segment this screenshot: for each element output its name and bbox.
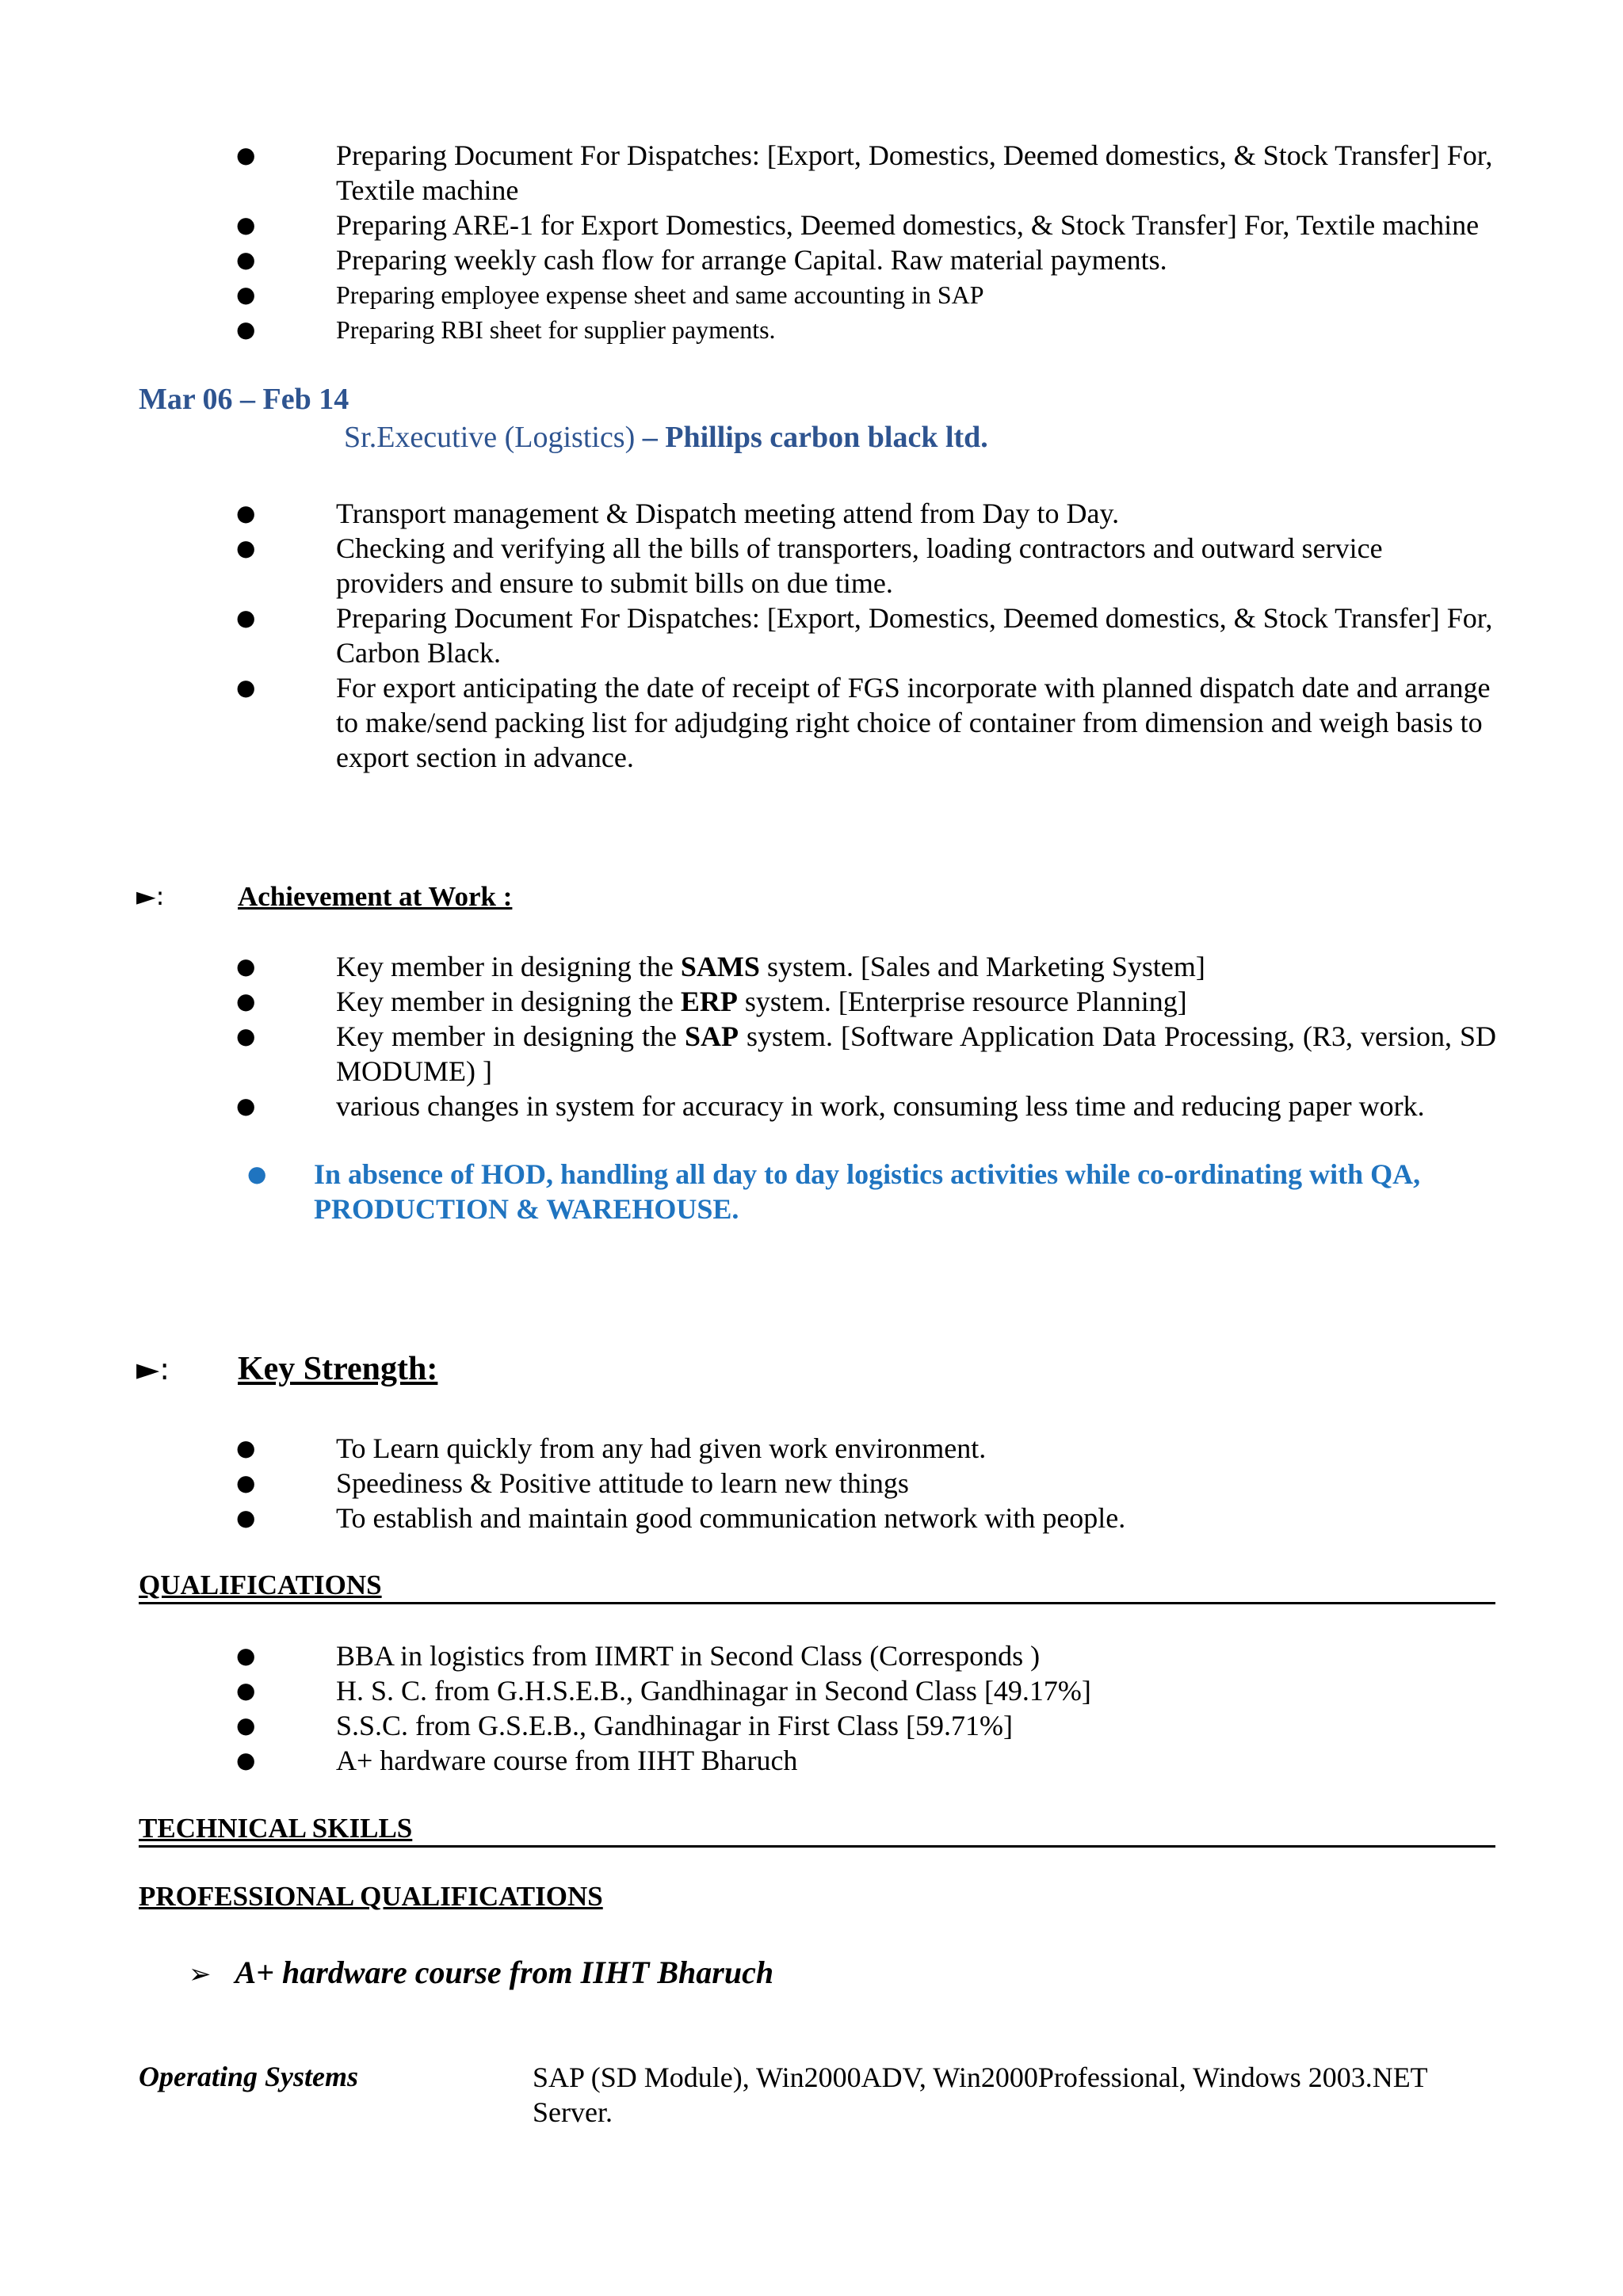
bullet-icon: ●	[236, 674, 256, 700]
bullet-icon: ●	[236, 1505, 256, 1531]
list-item: ● S.S.C. from G.S.E.B., Gandhinagar in First Class [59.71%]	[236, 1710, 1013, 1741]
list-item: ● Key member in designing the ERP system. [Enterprise resource Planning]	[236, 986, 1187, 1017]
professional-qualifications-heading: PROFESSIONAL QUALIFICATIONS	[139, 1881, 603, 1912]
arrow-bullet-icon: ➢	[189, 1958, 212, 1990]
list-item: ● Speediness & Positive attitude to learn new things	[236, 1467, 909, 1499]
operating-systems-value: SAP (SD Module), Win2000ADV, Win2000Professional, Windows 2003.NET Server.	[533, 2061, 1428, 2128]
list-item: ● Key member in designing the SAMS system. [Sales and Marketing System]	[236, 951, 1205, 982]
bullet-icon: ●	[236, 1470, 256, 1496]
key-strength-bullets	[0, 1431, 1623, 1535]
bullet-icon: ●	[236, 1435, 256, 1461]
list-item: ● Checking and verifying all the bills of transporters, loading contractors and outward service providers and ensure to submit bills on due time.	[236, 532, 1383, 599]
list-item: ● BBA in logistics from IIMRT in Second Class (Corresponds )	[236, 1640, 1041, 1672]
bullet-icon: ●	[236, 246, 256, 273]
qualifications-heading: QUALIFICATIONS	[139, 1569, 1495, 1604]
prev-job-bullets	[0, 138, 1623, 347]
technical-skills-heading: TECHNICAL SKILLS	[139, 1812, 1495, 1848]
list-item: ● Preparing employee expense sheet and same accounting in SAP	[0, 277, 1623, 312]
job-date-range: Mar 06 – Feb 14	[139, 383, 349, 416]
list-item: ● Key member in designing the SAP system. [Software Application Data Processing, (R3, version, SD MODUME) ]	[236, 1020, 1496, 1087]
bullet-icon: ●	[236, 500, 256, 526]
bullet-icon: ●	[236, 988, 256, 1014]
list-item: ● H. S. C. from G.H.S.E.B., Gandhinagar in Second Class [49.17%]	[236, 1675, 1091, 1707]
bullet-icon: ●	[236, 605, 256, 631]
bullet-icon: ●	[236, 281, 256, 307]
list-item: ● Preparing RBI sheet for supplier payments.	[0, 312, 1623, 347]
list-item: ● Preparing Document For Dispatches: [Export, Domestics, Deemed domestics, & Stock Transfer] For, Carbon Black.	[236, 602, 1493, 669]
job2-bullets	[0, 496, 1623, 775]
job-company: – Phillips carbon black ltd.	[642, 421, 988, 454]
achievement-arrow-icon: ►:	[136, 881, 165, 911]
list-item: ● To establish and maintain good communication network with people.	[236, 1502, 1126, 1534]
achievement-heading: Achievement at Work :	[238, 881, 513, 912]
bullet-icon: ●	[236, 212, 256, 238]
operating-systems-label: Operating Systems	[139, 2061, 359, 2092]
bullet-icon: ●	[236, 1677, 256, 1703]
professional-qualification-item: ➢ A+ hardware course from IIHT Bharuch	[189, 1955, 774, 1990]
bullet-icon: ●	[236, 535, 256, 561]
key-strength-heading: Key Strength:	[238, 1351, 438, 1387]
hod-text: In absence of HOD, handling all day to day logistics activities while co-ordinating with QA, PRODUCTION & WAREHOUSE.	[314, 1158, 1421, 1225]
bullet-icon: ●	[236, 1023, 256, 1049]
list-item: ● Preparing Document For Dispatches: [Export, Domestics, Deemed domestics, & Stock Transfer] For, Textile machine	[236, 139, 1493, 206]
key-strength-arrow-icon: ►:	[136, 1352, 170, 1386]
job-title	[344, 420, 988, 455]
list-item: ● various changes in system for accuracy in work, consuming less time and reducing paper work.	[236, 1090, 1425, 1122]
list-item: ● Preparing weekly cash flow for arrange Capital. Raw material payments.	[236, 244, 1167, 276]
bullet-icon: ●	[236, 316, 256, 342]
bullet-icon: ●	[247, 1161, 267, 1187]
bullet-icon: ●	[236, 1093, 256, 1119]
bullet-icon: ●	[236, 953, 256, 979]
list-item: ● Preparing ARE-1 for Export Domestics, Deemed domestics, & Stock Transfer] For, Textile machine	[236, 209, 1480, 241]
bullet-icon: ●	[236, 1642, 256, 1669]
list-item: ● Transport management & Dispatch meeting attend from Day to Day.	[236, 498, 1120, 529]
achievement-bullets	[0, 949, 1623, 1123]
bullet-icon: ●	[236, 142, 256, 168]
bullet-icon: ●	[236, 1712, 256, 1738]
qualifications-bullets	[0, 1638, 1623, 1778]
bullet-icon: ●	[236, 1747, 256, 1773]
list-item: ● To Learn quickly from any had given work environment.	[236, 1432, 987, 1464]
list-item: ● A+ hardware course from IIHT Bharuch	[236, 1745, 798, 1776]
job-position: Sr.Executive (Logistics)	[344, 421, 636, 454]
list-item: ● For export anticipating the date of receipt of FGS incorporate with planned dispatch date and arrange to make/send packing list for adjudging right choice of container from dimension and weigh basis to export section in advance.	[236, 672, 1491, 773]
